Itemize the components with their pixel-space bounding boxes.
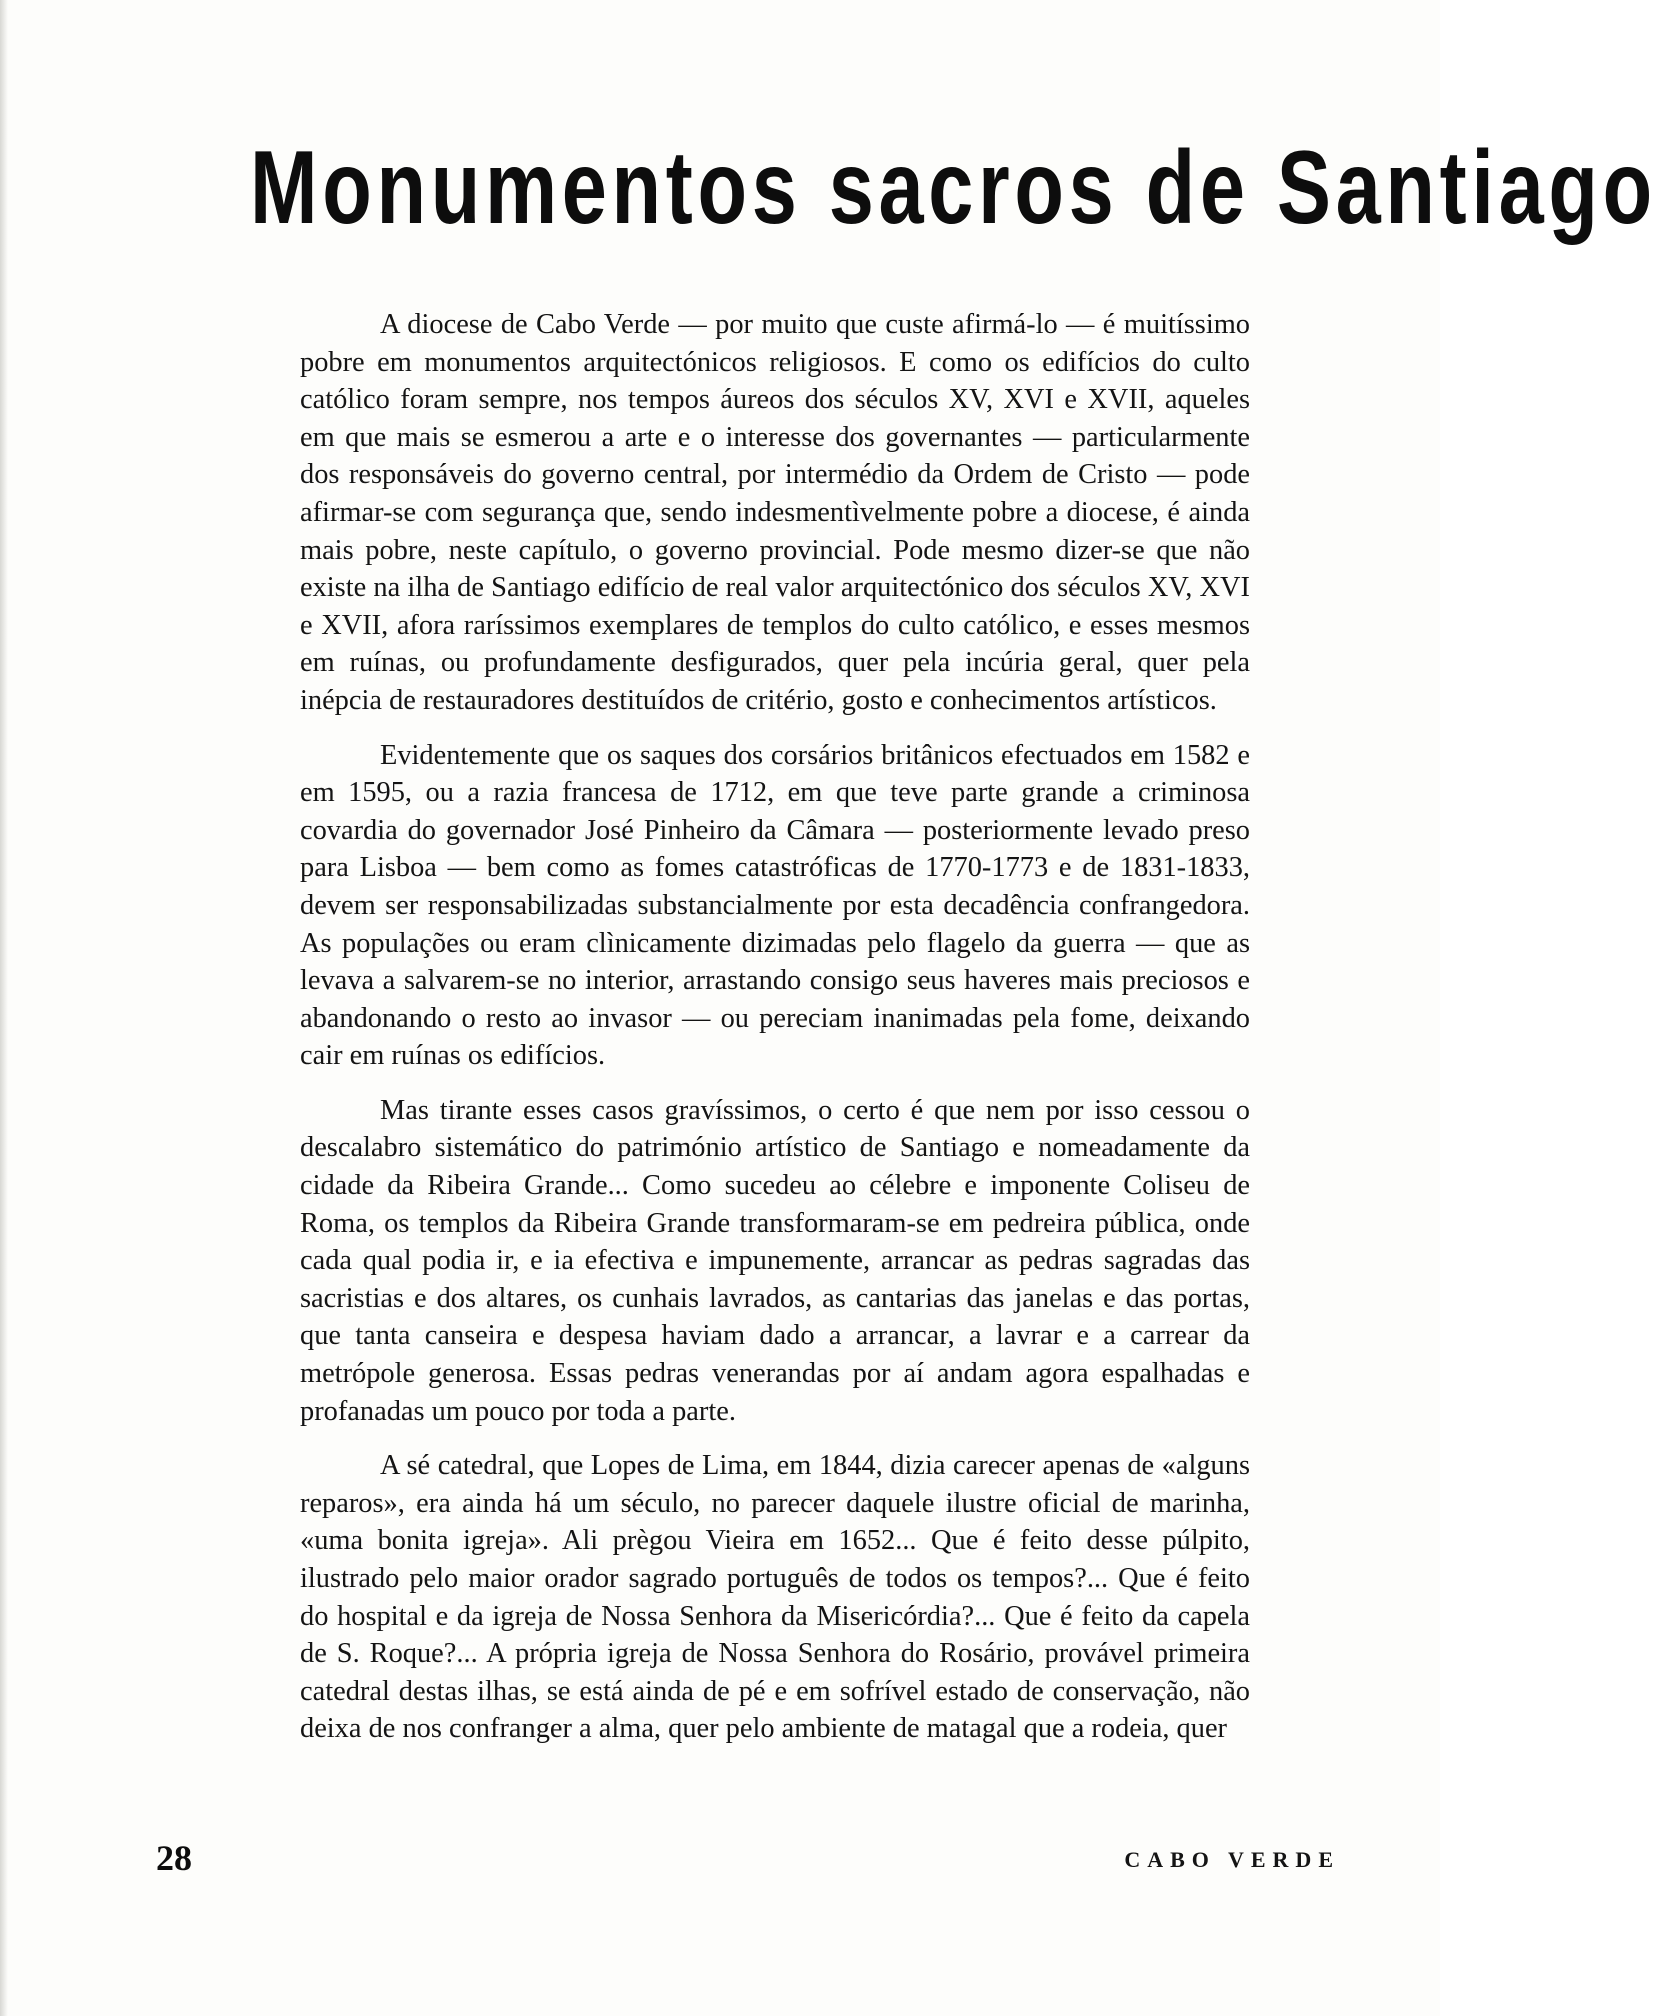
article-title: Monumentos sacros de Santiago (250, 130, 1657, 246)
paragraph: Evidentemente que os saques dos corsários britânicos efectuados em 1582 e em 1595, ou a razia francesa de 1712, em que teve parte grande a criminosa covardia do governador José Pinheiro da Câmara — posteriormente levado preso para Lisboa — bem como as fomes catastróficas de 1770-1773 e de 1831-1833, devem ser responsabilizadas substancialmente por esta decadência confrangedora. As populações ou eram clìnicamente dizimadas pelo flagelo da guerra — que as levava a salvarem-se no interior, arrastando consigo seus haveres mais preciosos e abandonando o resto ao invasor — ou pereciam inanimadas pela fome, deixando cair em ruínas os edifícios. (300, 739, 1250, 1072)
paragraph: A sé catedral, que Lopes de Lima, em 1844, dizia carecer apenas de «alguns reparos», era ainda há um século, no parecer daquele ilustre oficial de marinha, «uma bonita igreja». Ali prègou Vieira em 1652... Que é feito desse púlpito, ilustrado pelo maior orador sagrado português de todos os tempos?... Que é feito do hospital e da igreja de Nossa Senhora da Misericórdia?... Que é feito da capela de S. Roque?... A própria igreja de Nossa Senhora do Rosário, provável primeira catedral destas ilhas, se está ainda de pé e em sofrível estado de conservação, não deixa de nos confranger a alma, quer pelo ambiente de matagal que a rodeia, quer (300, 1450, 1250, 1745)
paragraph: A diocese de Cabo Verde — por muito que custe afirmá-lo — é muitíssimo pobre em monumentos arquitectónicos religiosos. E como os edifícios do culto católico foram sempre, nos tempos áureos dos séculos XV, XVI e XVII, aqueles em que mais se esmerou a arte e o interesse dos governantes — particularmente dos responsáveis do governo central, por intermédio da Ordem de Cristo — pode afirmar-se com segurança que, sendo indesmentìvelmente pobre a diocese, é ainda mais pobre, neste capítulo, o governo provincial. Pode mesmo dizer-se que não existe na ilha de Santiago edifício de real valor arquitectónico dos séculos XV, XVI e XVII, afora raríssimos exemplares de templos do culto católico, e esses mesmos em ruínas, ou profundamente desfigurados, quer pela incúria geral, quer pela inépcia de restauradores destituídos de critério, gosto e conhecimentos artísticos. (300, 309, 1250, 716)
page-number: 28 (156, 1838, 192, 1878)
scan-edge-shadow (0, 0, 8, 2016)
article-body (300, 306, 1250, 1748)
paragraph: Mas tirante esses casos gravíssimos, o certo é que nem por isso cessou o descalabro sistemático do património artístico de Santiago e nomeadamente da cidade da Ribeira Grande... Como sucedeu ao célebre e imponente Coliseu de Roma, os templos da Ribeira Grande transformaram-se em pedreira pública, onde cada qual podia ir, e ia efectiva e impunemente, arrancar as pedras sagradas das sacristias e dos altares, os cunhais lavrados, as cantarias das janelas e das portas, que tanta canseira e despesa haviam dado a arrancar, a lavrar e a carrear da metrópole generosa. Essas pedras venerandas por aí andam agora espalhadas e profanadas um pouco por toda a parte. (300, 1094, 1250, 1427)
running-footer: CABO VERDE (1124, 1847, 1340, 1872)
